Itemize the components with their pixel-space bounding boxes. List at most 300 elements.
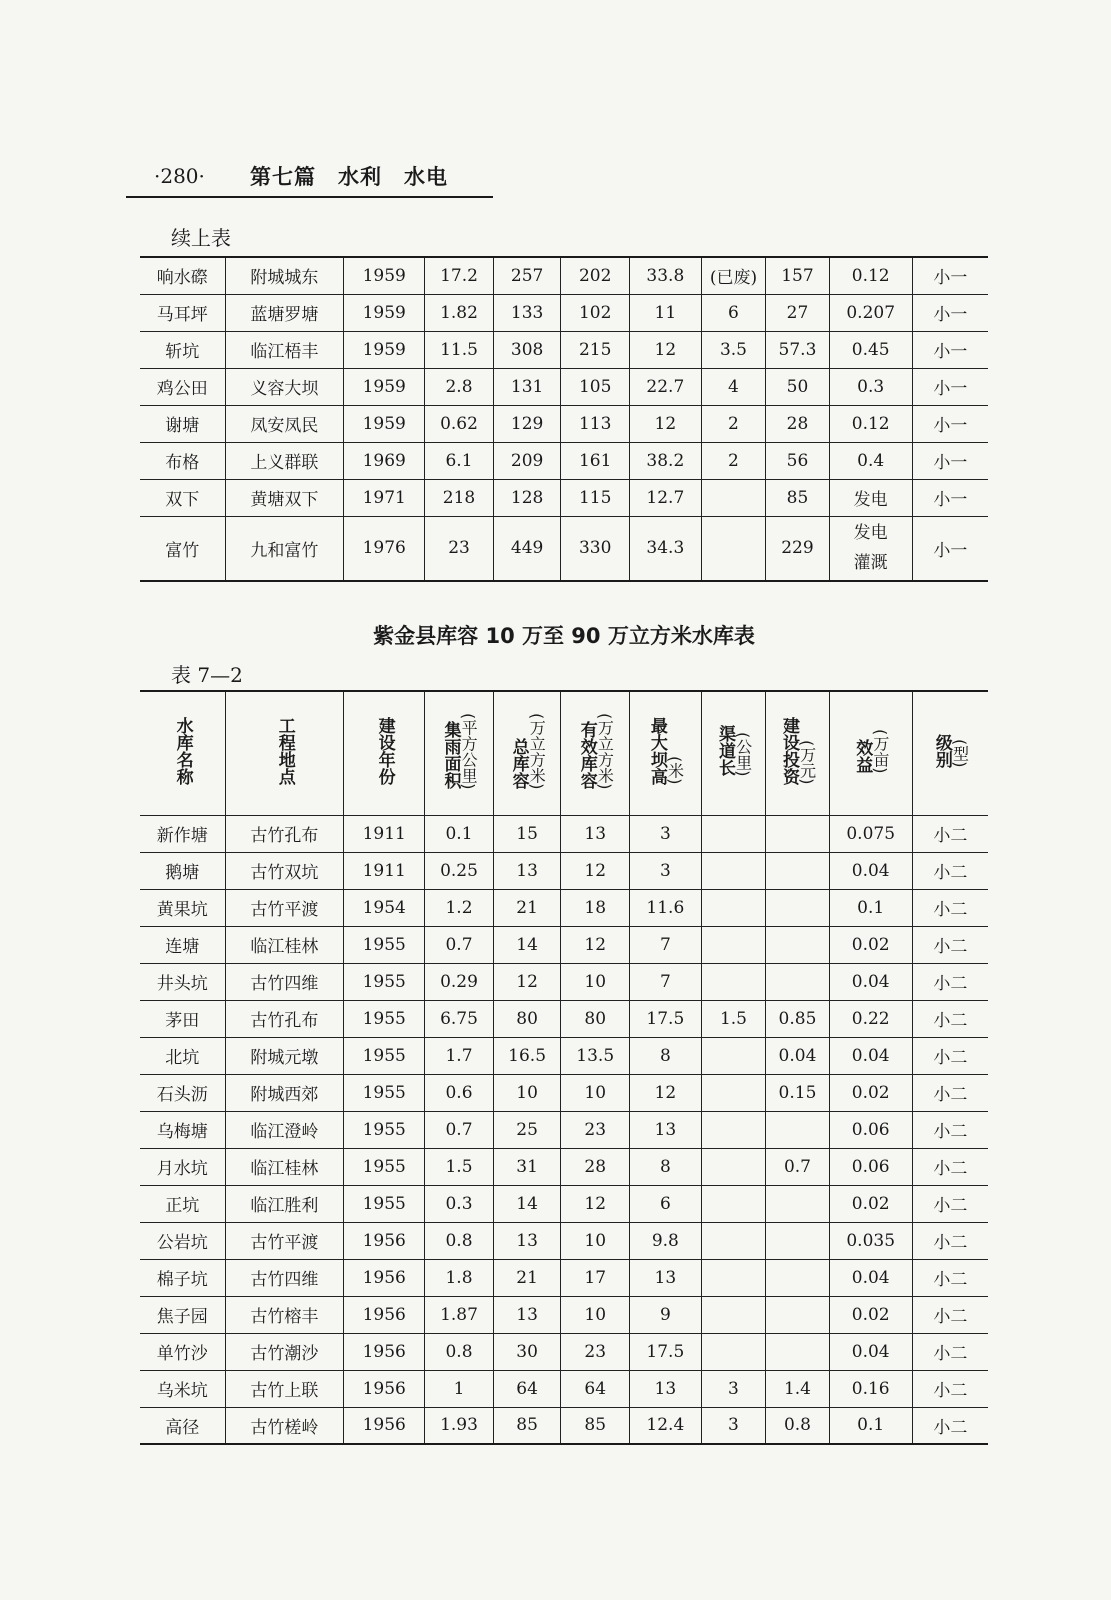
chapter-title: 第七篇 水利 水电 bbox=[250, 165, 448, 189]
cell-catchment: 1.87 bbox=[425, 1296, 494, 1333]
cell-grade: 小二 bbox=[912, 1111, 988, 1148]
cell-location: 古竹孔布 bbox=[225, 1000, 344, 1037]
cell-dam-height: 8 bbox=[630, 1148, 702, 1185]
cell-grade: 小二 bbox=[912, 963, 988, 1000]
cell-year: 1976 bbox=[344, 516, 425, 581]
cell-canal-length bbox=[701, 1037, 766, 1074]
cell-grade: 小二 bbox=[912, 1222, 988, 1259]
cell-effective-capacity: 202 bbox=[561, 257, 630, 294]
cell-location: 附城元墩 bbox=[225, 1037, 344, 1074]
cell-name: 乌梅塘 bbox=[140, 1111, 225, 1148]
cell-canal-length bbox=[701, 1296, 766, 1333]
header-label: 建设年份 bbox=[374, 716, 395, 785]
cell-grade: 小二 bbox=[912, 926, 988, 963]
cell-benefit: 0.45 bbox=[829, 331, 912, 368]
column-header bbox=[493, 691, 561, 815]
column-header bbox=[701, 691, 766, 815]
cell-location: 附城城东 bbox=[225, 257, 344, 294]
cell-grade: 小二 bbox=[912, 1370, 988, 1407]
table-row bbox=[140, 1296, 988, 1333]
cell-investment bbox=[766, 1111, 829, 1148]
cell-effective-capacity: 10 bbox=[561, 1222, 630, 1259]
cell-name: 黄果坑 bbox=[140, 889, 225, 926]
cell-canal-length: 3 bbox=[701, 1370, 766, 1407]
cell-investment: 229 bbox=[766, 516, 829, 581]
cell-benefit: 0.02 bbox=[829, 926, 912, 963]
cell-name: 连塘 bbox=[140, 926, 225, 963]
cell-dam-height: 9 bbox=[630, 1296, 702, 1333]
cell-year: 1955 bbox=[344, 926, 425, 963]
column-header bbox=[225, 691, 344, 815]
cell-effective-capacity: 12 bbox=[561, 852, 630, 889]
cell-location: 古竹四维 bbox=[225, 963, 344, 1000]
cell-total-capacity: 21 bbox=[493, 1259, 561, 1296]
cell-location: 古竹平渡 bbox=[225, 889, 344, 926]
cell-total-capacity: 128 bbox=[493, 479, 561, 516]
header-unit: (米) bbox=[665, 756, 685, 785]
table-row bbox=[140, 1407, 988, 1444]
cell-location: 古竹槎岭 bbox=[225, 1407, 344, 1444]
table-row bbox=[140, 1259, 988, 1296]
cell-year: 1969 bbox=[344, 442, 425, 479]
cell-location: 凤安凤民 bbox=[225, 405, 344, 442]
cell-catchment: 0.8 bbox=[425, 1333, 494, 1370]
cell-location: 临江澄岭 bbox=[225, 1111, 344, 1148]
cell-total-capacity: 12 bbox=[493, 963, 561, 1000]
cell-canal-length: (已废) bbox=[701, 257, 766, 294]
cell-dam-height: 8 bbox=[630, 1037, 702, 1074]
cell-effective-capacity: 80 bbox=[561, 1000, 630, 1037]
cell-benefit: 0.1 bbox=[829, 889, 912, 926]
table-row bbox=[140, 815, 988, 852]
cell-location: 临江梧丰 bbox=[225, 331, 344, 368]
cell-effective-capacity: 18 bbox=[561, 889, 630, 926]
column-header bbox=[140, 691, 225, 815]
cell-name: 北坑 bbox=[140, 1037, 225, 1074]
table-row bbox=[140, 331, 988, 368]
cell-location: 古竹双坑 bbox=[225, 852, 344, 889]
cell-investment: 0.04 bbox=[766, 1037, 829, 1074]
cell-location: 临江桂林 bbox=[225, 926, 344, 963]
cell-effective-capacity: 330 bbox=[561, 516, 630, 581]
cell-effective-capacity: 23 bbox=[561, 1111, 630, 1148]
cell-benefit: 0.04 bbox=[829, 852, 912, 889]
cell-name: 高径 bbox=[140, 1407, 225, 1444]
cell-canal-length: 2 bbox=[701, 442, 766, 479]
cell-year: 1959 bbox=[344, 405, 425, 442]
cell-canal-length bbox=[701, 963, 766, 1000]
cell-catchment: 1.93 bbox=[425, 1407, 494, 1444]
cell-grade: 小一 bbox=[912, 442, 988, 479]
column-header bbox=[630, 691, 702, 815]
cell-benefit: 0.06 bbox=[829, 1111, 912, 1148]
cell-name: 单竹沙 bbox=[140, 1333, 225, 1370]
cell-name: 公岩坑 bbox=[140, 1222, 225, 1259]
cell-benefit: 发电 bbox=[829, 479, 912, 516]
cell-grade: 小二 bbox=[912, 1296, 988, 1333]
cell-canal-length bbox=[701, 1074, 766, 1111]
header-unit: (万亩) bbox=[870, 728, 890, 773]
cell-investment bbox=[766, 852, 829, 889]
cell-year: 1959 bbox=[344, 294, 425, 331]
cell-name: 双下 bbox=[140, 479, 225, 516]
table-number: 表 7—2 bbox=[171, 663, 243, 687]
cell-investment: 157 bbox=[766, 257, 829, 294]
cell-effective-capacity: 10 bbox=[561, 963, 630, 1000]
cell-grade: 小二 bbox=[912, 1148, 988, 1185]
cell-benefit: 0.1 bbox=[829, 1407, 912, 1444]
cell-location: 九和富竹 bbox=[225, 516, 344, 581]
cell-year: 1956 bbox=[344, 1259, 425, 1296]
cell-canal-length: 3.5 bbox=[701, 331, 766, 368]
cell-canal-length bbox=[701, 1259, 766, 1296]
cell-dam-height: 9.8 bbox=[630, 1222, 702, 1259]
column-header bbox=[766, 691, 829, 815]
cell-name: 布格 bbox=[140, 442, 225, 479]
header-unit: (公里) bbox=[733, 731, 753, 777]
cell-catchment: 0.8 bbox=[425, 1222, 494, 1259]
cell-total-capacity: 31 bbox=[493, 1148, 561, 1185]
cell-catchment: 0.62 bbox=[425, 405, 494, 442]
cell-catchment: 1.2 bbox=[425, 889, 494, 926]
cell-total-capacity: 209 bbox=[493, 442, 561, 479]
table-row bbox=[140, 852, 988, 889]
cell-location: 临江桂林 bbox=[225, 1148, 344, 1185]
cell-benefit: 0.207 bbox=[829, 294, 912, 331]
cell-total-capacity: 85 bbox=[493, 1407, 561, 1444]
table-row bbox=[140, 926, 988, 963]
cell-total-capacity: 129 bbox=[493, 405, 561, 442]
cell-canal-length bbox=[701, 479, 766, 516]
cell-location: 古竹潮沙 bbox=[225, 1333, 344, 1370]
cell-total-capacity: 257 bbox=[493, 257, 561, 294]
cell-name: 斩坑 bbox=[140, 331, 225, 368]
table-continued bbox=[140, 256, 988, 582]
table-row bbox=[140, 294, 988, 331]
cell-catchment: 0.7 bbox=[425, 1111, 494, 1148]
cell-benefit: 0.12 bbox=[829, 405, 912, 442]
cell-benefit: 0.04 bbox=[829, 1333, 912, 1370]
cell-location: 蓝塘罗塘 bbox=[225, 294, 344, 331]
cell-name: 马耳坪 bbox=[140, 294, 225, 331]
cell-effective-capacity: 215 bbox=[561, 331, 630, 368]
cell-catchment: 17.2 bbox=[425, 257, 494, 294]
cell-total-capacity: 14 bbox=[493, 1185, 561, 1222]
cell-investment: 85 bbox=[766, 479, 829, 516]
table-row bbox=[140, 257, 988, 294]
cell-effective-capacity: 10 bbox=[561, 1296, 630, 1333]
header-unit: (平方公里) bbox=[459, 712, 479, 789]
table-row bbox=[140, 963, 988, 1000]
cell-location: 古竹榕丰 bbox=[225, 1296, 344, 1333]
table-row bbox=[140, 1185, 988, 1222]
cell-effective-capacity: 10 bbox=[561, 1074, 630, 1111]
cell-location: 古竹平渡 bbox=[225, 1222, 344, 1259]
table-row bbox=[140, 889, 988, 926]
cell-catchment: 2.8 bbox=[425, 368, 494, 405]
cell-grade: 小一 bbox=[912, 368, 988, 405]
cell-dam-height: 12.7 bbox=[630, 479, 702, 516]
cell-benefit: 0.02 bbox=[829, 1074, 912, 1111]
cell-grade: 小一 bbox=[912, 331, 988, 368]
cell-canal-length bbox=[701, 1148, 766, 1185]
cell-investment: 27 bbox=[766, 294, 829, 331]
cell-investment bbox=[766, 1259, 829, 1296]
table-row bbox=[140, 1037, 988, 1074]
cell-benefit: 0.06 bbox=[829, 1148, 912, 1185]
cell-grade: 小二 bbox=[912, 889, 988, 926]
cell-canal-length: 6 bbox=[701, 294, 766, 331]
header-unit: (万立方米) bbox=[527, 712, 547, 789]
cell-effective-capacity: 161 bbox=[561, 442, 630, 479]
cell-total-capacity: 14 bbox=[493, 926, 561, 963]
column-header bbox=[425, 691, 494, 815]
cell-investment bbox=[766, 963, 829, 1000]
cell-total-capacity: 16.5 bbox=[493, 1037, 561, 1074]
cell-canal-length bbox=[701, 852, 766, 889]
table-row bbox=[140, 479, 988, 516]
cell-investment: 0.85 bbox=[766, 1000, 829, 1037]
cell-benefit bbox=[829, 516, 912, 581]
cell-catchment: 6.1 bbox=[425, 442, 494, 479]
cell-effective-capacity: 64 bbox=[561, 1370, 630, 1407]
cell-dam-height: 38.2 bbox=[630, 442, 702, 479]
cell-dam-height: 3 bbox=[630, 815, 702, 852]
cell-grade: 小一 bbox=[912, 479, 988, 516]
cell-effective-capacity: 13 bbox=[561, 815, 630, 852]
cell-investment: 57.3 bbox=[766, 331, 829, 368]
cell-investment bbox=[766, 926, 829, 963]
cell-catchment: 23 bbox=[425, 516, 494, 581]
continued-label: 续上表 bbox=[171, 226, 231, 250]
cell-dam-height: 13 bbox=[630, 1111, 702, 1148]
cell-catchment: 0.25 bbox=[425, 852, 494, 889]
cell-total-capacity: 10 bbox=[493, 1074, 561, 1111]
cell-effective-capacity: 28 bbox=[561, 1148, 630, 1185]
header-label: 总库容 bbox=[508, 737, 529, 789]
cell-investment: 50 bbox=[766, 368, 829, 405]
cell-year: 1956 bbox=[344, 1333, 425, 1370]
cell-effective-capacity: 12 bbox=[561, 926, 630, 963]
cell-investment: 1.4 bbox=[766, 1370, 829, 1407]
cell-grade: 小一 bbox=[912, 405, 988, 442]
table-row bbox=[140, 1333, 988, 1370]
cell-location: 古竹孔布 bbox=[225, 815, 344, 852]
header-label: 建设投资 bbox=[779, 716, 799, 785]
cell-catchment: 1.7 bbox=[425, 1037, 494, 1074]
cell-benefit: 0.02 bbox=[829, 1296, 912, 1333]
cell-total-capacity: 131 bbox=[493, 368, 561, 405]
cell-investment bbox=[766, 1333, 829, 1370]
column-header bbox=[829, 691, 912, 815]
cell-total-capacity: 308 bbox=[493, 331, 561, 368]
cell-grade: 小二 bbox=[912, 1407, 988, 1444]
header-label: 最大坝高 bbox=[646, 716, 667, 785]
cell-grade: 小二 bbox=[912, 1000, 988, 1037]
cell-dam-height: 22.7 bbox=[630, 368, 702, 405]
cell-catchment: 0.6 bbox=[425, 1074, 494, 1111]
cell-investment bbox=[766, 1222, 829, 1259]
cell-name: 正坑 bbox=[140, 1185, 225, 1222]
cell-name: 焦子园 bbox=[140, 1296, 225, 1333]
running-header bbox=[126, 158, 493, 198]
cell-total-capacity: 64 bbox=[493, 1370, 561, 1407]
cell-year: 1959 bbox=[344, 368, 425, 405]
cell-year: 1955 bbox=[344, 1148, 425, 1185]
cell-investment: 28 bbox=[766, 405, 829, 442]
cell-catchment: 1.82 bbox=[425, 294, 494, 331]
table-row bbox=[140, 1148, 988, 1185]
cell-dam-height: 33.8 bbox=[630, 257, 702, 294]
cell-investment bbox=[766, 815, 829, 852]
cell-benefit: 0.075 bbox=[829, 815, 912, 852]
cell-location: 义容大坝 bbox=[225, 368, 344, 405]
cell-benefit: 0.16 bbox=[829, 1370, 912, 1407]
table-row bbox=[140, 1370, 988, 1407]
cell-grade: 小一 bbox=[912, 257, 988, 294]
table-row bbox=[140, 442, 988, 479]
cell-grade: 小二 bbox=[912, 1333, 988, 1370]
cell-dam-height: 12 bbox=[630, 1074, 702, 1111]
cell-investment bbox=[766, 889, 829, 926]
cell-grade: 小一 bbox=[912, 294, 988, 331]
reservoir-table bbox=[140, 690, 988, 1445]
cell-effective-capacity: 105 bbox=[561, 368, 630, 405]
cell-year: 1956 bbox=[344, 1296, 425, 1333]
benefit-line-2: 灌溉 bbox=[853, 553, 888, 574]
table-row bbox=[140, 516, 988, 581]
table-row bbox=[140, 1111, 988, 1148]
cell-year: 1955 bbox=[344, 1111, 425, 1148]
header-unit: (型) bbox=[950, 739, 970, 768]
cell-catchment: 218 bbox=[425, 479, 494, 516]
cell-year: 1954 bbox=[344, 889, 425, 926]
header-label: 工程地点 bbox=[274, 716, 295, 785]
cell-name: 石头沥 bbox=[140, 1074, 225, 1111]
cell-canal-length: 3 bbox=[701, 1407, 766, 1444]
cell-benefit: 0.4 bbox=[829, 442, 912, 479]
page-number: ·280· bbox=[154, 164, 205, 188]
cell-canal-length bbox=[701, 1185, 766, 1222]
cell-grade: 小二 bbox=[912, 852, 988, 889]
cell-benefit: 0.3 bbox=[829, 368, 912, 405]
cell-name: 茅田 bbox=[140, 1000, 225, 1037]
cell-location: 上义群联 bbox=[225, 442, 344, 479]
cell-year: 1911 bbox=[344, 815, 425, 852]
cell-catchment: 0.3 bbox=[425, 1185, 494, 1222]
cell-catchment: 1.8 bbox=[425, 1259, 494, 1296]
cell-year: 1956 bbox=[344, 1222, 425, 1259]
cell-dam-height: 12 bbox=[630, 331, 702, 368]
cell-canal-length: 1.5 bbox=[701, 1000, 766, 1037]
cell-total-capacity: 13 bbox=[493, 1296, 561, 1333]
cell-effective-capacity: 12 bbox=[561, 1185, 630, 1222]
column-header bbox=[344, 691, 425, 815]
cell-grade: 小二 bbox=[912, 1037, 988, 1074]
cell-benefit: 0.12 bbox=[829, 257, 912, 294]
cell-dam-height: 7 bbox=[630, 926, 702, 963]
cell-grade: 小二 bbox=[912, 1074, 988, 1111]
cell-catchment: 1.5 bbox=[425, 1148, 494, 1185]
cell-investment: 56 bbox=[766, 442, 829, 479]
cell-name: 谢塘 bbox=[140, 405, 225, 442]
table-row bbox=[140, 1000, 988, 1037]
cell-canal-length: 2 bbox=[701, 405, 766, 442]
header-label: 有效库容 bbox=[576, 720, 597, 789]
cell-canal-length bbox=[701, 1222, 766, 1259]
cell-name: 新作塘 bbox=[140, 815, 225, 852]
header-label: 水库名称 bbox=[172, 716, 193, 785]
cell-year: 1911 bbox=[344, 852, 425, 889]
cell-total-capacity: 15 bbox=[493, 815, 561, 852]
cell-dam-height: 17.5 bbox=[630, 1333, 702, 1370]
cell-dam-height: 13 bbox=[630, 1370, 702, 1407]
cell-effective-capacity: 17 bbox=[561, 1259, 630, 1296]
cell-dam-height: 11 bbox=[630, 294, 702, 331]
cell-investment: 0.7 bbox=[766, 1148, 829, 1185]
cell-total-capacity: 13 bbox=[493, 1222, 561, 1259]
cell-location: 临江胜利 bbox=[225, 1185, 344, 1222]
header-label: 级别 bbox=[931, 733, 952, 768]
cell-canal-length: 4 bbox=[701, 368, 766, 405]
header-label: 渠道长 bbox=[715, 725, 735, 777]
cell-grade: 小一 bbox=[912, 516, 988, 581]
cell-investment bbox=[766, 1296, 829, 1333]
cell-location: 黄塘双下 bbox=[225, 479, 344, 516]
cell-benefit: 0.04 bbox=[829, 1259, 912, 1296]
cell-name: 月水坑 bbox=[140, 1148, 225, 1185]
cell-catchment: 6.75 bbox=[425, 1000, 494, 1037]
cell-name: 乌米坑 bbox=[140, 1370, 225, 1407]
cell-effective-capacity: 113 bbox=[561, 405, 630, 442]
cell-canal-length bbox=[701, 889, 766, 926]
header-label: 效益 bbox=[852, 738, 873, 773]
cell-effective-capacity: 85 bbox=[561, 1407, 630, 1444]
cell-total-capacity: 13 bbox=[493, 852, 561, 889]
cell-total-capacity: 133 bbox=[493, 294, 561, 331]
cell-effective-capacity: 13.5 bbox=[561, 1037, 630, 1074]
cell-name: 棉子坑 bbox=[140, 1259, 225, 1296]
cell-benefit: 0.035 bbox=[829, 1222, 912, 1259]
cell-effective-capacity: 23 bbox=[561, 1333, 630, 1370]
cell-grade: 小二 bbox=[912, 1259, 988, 1296]
cell-investment bbox=[766, 1185, 829, 1222]
table-title: 紫金县库容 10 万至 90 万立方米水库表 bbox=[373, 624, 755, 648]
cell-location: 古竹四维 bbox=[225, 1259, 344, 1296]
cell-total-capacity: 80 bbox=[493, 1000, 561, 1037]
cell-name: 鹅塘 bbox=[140, 852, 225, 889]
cell-name: 鸡公田 bbox=[140, 368, 225, 405]
cell-dam-height: 7 bbox=[630, 963, 702, 1000]
cell-year: 1959 bbox=[344, 331, 425, 368]
table-row bbox=[140, 368, 988, 405]
cell-canal-length bbox=[701, 926, 766, 963]
cell-location: 古竹上联 bbox=[225, 1370, 344, 1407]
cell-catchment: 0.7 bbox=[425, 926, 494, 963]
column-header bbox=[561, 691, 630, 815]
cell-dam-height: 17.5 bbox=[630, 1000, 702, 1037]
cell-canal-length bbox=[701, 516, 766, 581]
cell-total-capacity: 21 bbox=[493, 889, 561, 926]
cell-location: 附城西郊 bbox=[225, 1074, 344, 1111]
cell-canal-length bbox=[701, 1111, 766, 1148]
cell-investment: 0.8 bbox=[766, 1407, 829, 1444]
cell-dam-height: 11.6 bbox=[630, 889, 702, 926]
cell-year: 1971 bbox=[344, 479, 425, 516]
cell-canal-length bbox=[701, 1333, 766, 1370]
cell-benefit: 0.04 bbox=[829, 963, 912, 1000]
cell-catchment: 0.1 bbox=[425, 815, 494, 852]
